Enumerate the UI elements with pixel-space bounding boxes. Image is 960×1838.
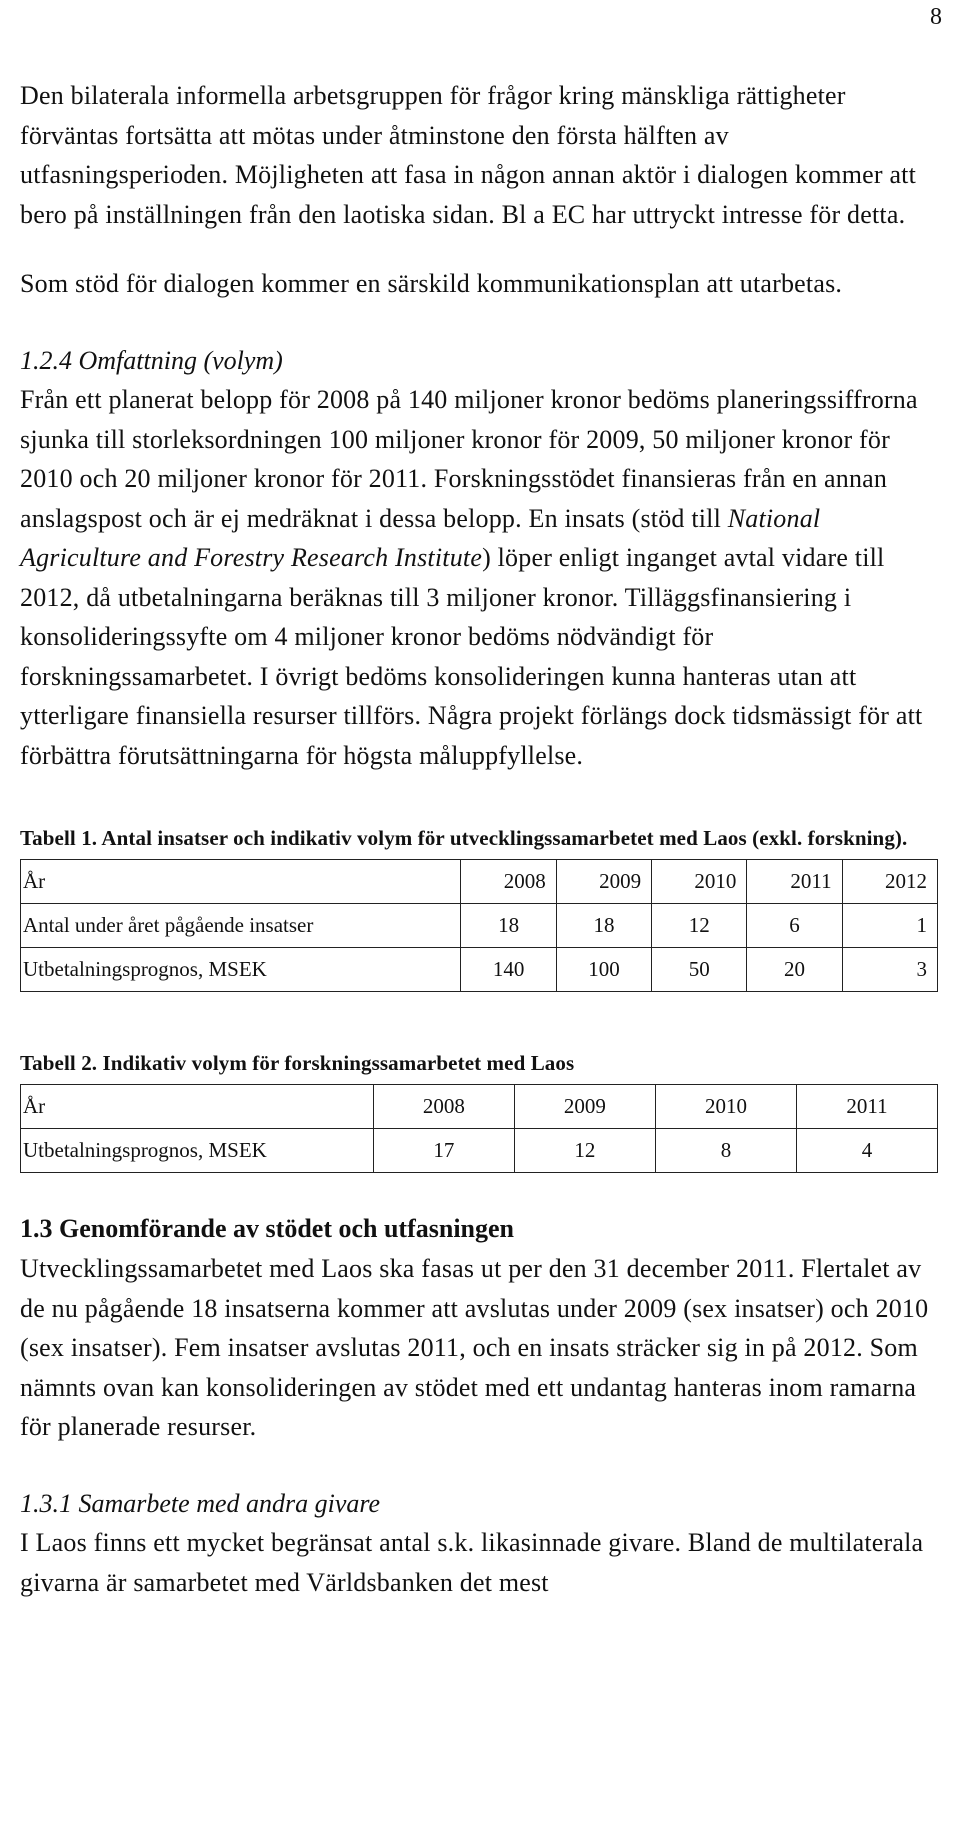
table-cell: 17	[373, 1129, 514, 1173]
table1	[20, 859, 938, 992]
table-cell: 20	[747, 948, 842, 992]
table2-caption: Tabell 2. Indikativ volym för forskningssamarbetet med Laos	[20, 1051, 575, 1075]
table-header-label: År	[21, 1085, 374, 1129]
table-row	[21, 1129, 938, 1173]
table-row	[21, 860, 938, 904]
paragraph-communication-plan: Som stöd för dialogen kommer en särskild kommunikationsplan att utarbetas.	[20, 269, 843, 298]
table-row	[21, 1085, 938, 1129]
section-heading-1-2-4: 1.2.4 Omfattning (volym)	[20, 345, 283, 375]
table-cell: 12	[652, 904, 747, 948]
table-header-year: 2009	[556, 860, 651, 904]
table-cell: 18	[461, 904, 556, 948]
table-row-label: Utbetalningsprognos, MSEK	[21, 1129, 374, 1173]
table-header-year: 2008	[461, 860, 556, 904]
table-header-year: 2010	[652, 860, 747, 904]
table-cell: 6	[747, 904, 842, 948]
table-row-label: Utbetalningsprognos, MSEK	[21, 948, 461, 992]
table-cell: 8	[655, 1129, 796, 1173]
section-heading-1-3: 1.3 Genomförande av stödet och utfasningen	[20, 1214, 515, 1243]
table-cell: 12	[514, 1129, 655, 1173]
paragraph-other-donors: I Laos finns ett mycket begränsat antal s.k. likasinnade givare. Bland de multilaterala givarna är samarbetet med Världsbanken det mest	[20, 1528, 924, 1597]
table-header-label: År	[21, 860, 461, 904]
table-header-year: 2012	[842, 860, 937, 904]
table2	[20, 1084, 938, 1173]
table-cell: 100	[556, 948, 651, 992]
paragraph-implementation: Utvecklingssamarbetet med Laos ska fasas ut per den 31 december 2011. Flertalet av de nu pågående 18 insatserna kommer att avslutas under 2009 (sex insatser) och 2010 (sex insatser). Fem insatser avslutas 2011, och en insats sträcker sig in på 2012. Som nämnts ovan kan konsolideringen av stödet med ett undantag hanteras inom ramarna för planerade resurser.	[20, 1254, 929, 1441]
table-cell: 1	[842, 904, 937, 948]
volume-text-part2: ) löper enligt inganget avtal vidare till 2012, då utbetalningarna beräknas till 3 miljoner kronor. Tilläggsfinansiering i konsolideringssyfte om 4 miljoner kronor bedöms nödvändigt för forskningssamarbetet. I övrigt bedöms konsolideringen kunna hanteras utan att ytterligare finansiella resurser tillförs. Några projekt förlängs dock tidsmässigt för att förbättra förutsättningarna för högsta måluppfyllelse.	[20, 543, 923, 770]
table-row-label: Antal under året pågående insatser	[21, 904, 461, 948]
page-number: 8	[930, 4, 942, 30]
section-heading-1-3-1: 1.3.1 Samarbete med andra givare	[20, 1488, 381, 1518]
table-cell: 140	[461, 948, 556, 992]
table-header-year: 2009	[514, 1085, 655, 1129]
table1-caption: Tabell 1. Antal insatser och indikativ volym för utvecklingssamarbetet med Laos (exkl. forskning).	[20, 826, 908, 850]
table-cell: 50	[652, 948, 747, 992]
table-cell: 4	[796, 1129, 937, 1173]
table-header-year: 2011	[796, 1085, 937, 1129]
paragraph-volume	[20, 380, 938, 775]
document-body	[20, 76, 938, 1602]
table-row	[21, 948, 938, 992]
table-cell: 18	[556, 904, 651, 948]
paragraph-human-rights: Den bilaterala informella arbetsgruppen för frågor kring mänskliga rättigheter förväntas fortsätta att mötas under åtminstone den första hälften av utfasningsperioden. Möjligheten att fasa in någon annan aktör i dialogen kommer att bero på inställningen från den laotiska sidan. Bl a EC har uttryckt intresse för detta.	[20, 81, 917, 229]
volume-text-part1: Från ett planerat belopp för 2008 på 140 miljoner kronor bedöms planeringssiffrorna sjunka till storleksordningen 100 miljoner kronor för 2009, 50 miljoner kronor för 2010 och 20 miljoner kronor för 2011. Forskningsstödet finansieras från en annan anslagspost och är ej medräknat i dessa belopp. En insats (stöd till	[20, 385, 918, 533]
table-header-year: 2011	[747, 860, 842, 904]
institute-name: National Agriculture and Forestry Research Institute	[20, 503, 821, 572]
table-header-year: 2008	[373, 1085, 514, 1129]
table-header-year: 2010	[655, 1085, 796, 1129]
table-cell: 3	[842, 948, 937, 992]
table-row	[21, 904, 938, 948]
